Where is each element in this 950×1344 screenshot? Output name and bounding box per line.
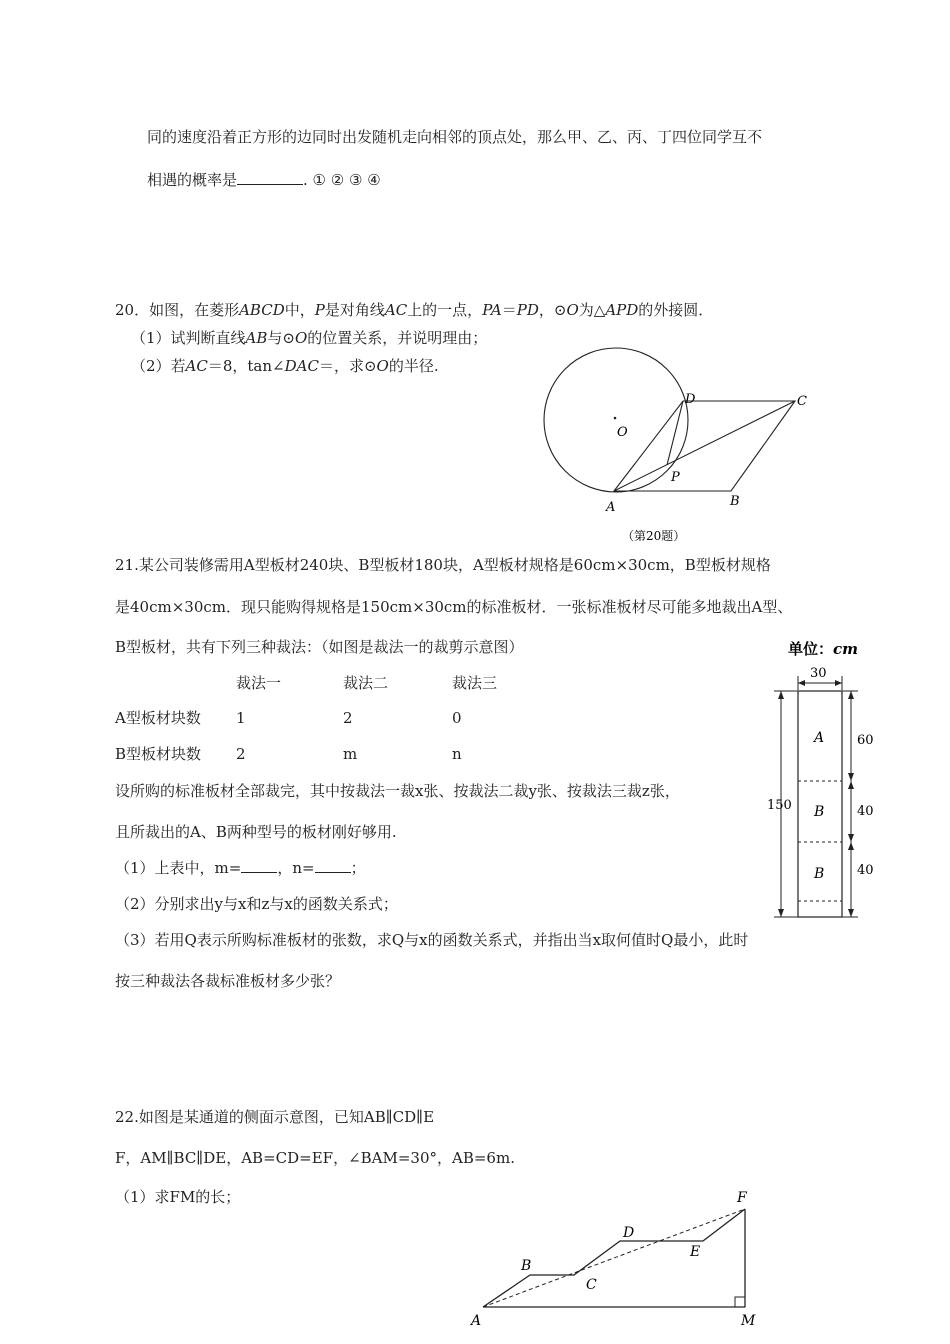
q20-part1-text: 与⊙ bbox=[267, 329, 295, 347]
q22-line2: F，AM∥BC∥DE，AB=CD=EF，∠BAM=30°，AB=6m. bbox=[115, 1149, 515, 1167]
q20-part2-text: ＝，求⊙ bbox=[318, 357, 377, 375]
q20-part1-text: 的位置关系，并说明理由； bbox=[307, 329, 488, 347]
segment-label-40: 40 bbox=[857, 804, 874, 819]
q21-part1-text: ； bbox=[350, 859, 366, 877]
label-c: C bbox=[586, 1277, 597, 1293]
unit-cm: cm bbox=[833, 640, 859, 658]
label-b: B bbox=[521, 1258, 532, 1274]
q21-line2: 是40cm×30cm．现只能购得规格是150cm×30cm的标准板材．一张标准板材尽可能多地裁出A型、 bbox=[115, 598, 793, 616]
segment-label-40: 40 bbox=[857, 863, 874, 878]
q20-var-ac: AC bbox=[384, 301, 408, 319]
q20-intro-text: 为△ bbox=[578, 301, 606, 319]
right-angle-mark bbox=[735, 1297, 745, 1307]
q20-var-o: O bbox=[376, 357, 389, 375]
label-f: F bbox=[737, 1190, 747, 1206]
q20-var-pd: PD bbox=[516, 301, 539, 319]
label-a: A bbox=[606, 500, 616, 515]
q21-line1: 21.某公司装修需用A型板材240块、B型板材180块，A型板材规格是60cm×30cm，B型板材规格 bbox=[115, 556, 771, 574]
piece-b-label: B bbox=[814, 866, 825, 882]
table-header-method3: 裁法三 bbox=[452, 674, 498, 692]
q20-intro-text: 的外接圆． bbox=[638, 301, 714, 319]
q21-line5: 且所裁出的A、B两种型号的板材刚好够用. bbox=[115, 823, 397, 841]
q20-intro-text: ，⊙ bbox=[538, 301, 567, 319]
q20-var-p: P bbox=[314, 301, 325, 319]
q20-var-o: O bbox=[566, 301, 579, 319]
q20-intro-text: 是对角线 bbox=[324, 301, 385, 319]
q21-part1-text: ，n= bbox=[277, 859, 315, 877]
table-cell: 2 bbox=[236, 745, 246, 763]
q19-line1: 同的速度沿着正方形的边同时出发随机走向相邻的顶点处，那么甲、乙、丙、丁四位同学互不 bbox=[147, 128, 763, 146]
table-row-a-label: A型板材块数 bbox=[115, 709, 201, 727]
width-label: 30 bbox=[810, 666, 827, 681]
q20-var-ac: AC bbox=[185, 357, 208, 375]
table-header-method1: 裁法一 bbox=[236, 674, 282, 692]
label-b: B bbox=[730, 494, 740, 509]
q20-var-ab: AB bbox=[245, 329, 268, 347]
q19-line2-tail: . ① ② ③ ④ bbox=[303, 171, 381, 189]
q20-intro-text: 中， bbox=[284, 301, 315, 319]
label-c: C bbox=[797, 394, 807, 409]
total-label: 150 bbox=[767, 798, 792, 813]
label-d: D bbox=[623, 1225, 635, 1241]
q21-line4: 设所购的标准板材全部裁完，其中按裁法一裁x张、按裁法二裁y张、按裁法三裁z张， bbox=[115, 782, 680, 800]
unit-text: 单位： bbox=[788, 640, 834, 658]
label-m: M bbox=[741, 1313, 756, 1329]
piece-b-label: B bbox=[814, 804, 825, 820]
label-e: E bbox=[690, 1244, 701, 1260]
q20-part1-text: （1）试判断直线 bbox=[131, 329, 246, 347]
q20-intro-text: ＝ bbox=[501, 301, 517, 319]
q22-part1: （1）求FM的长； bbox=[115, 1188, 241, 1206]
q20-part2-text: 的半径. bbox=[388, 357, 439, 375]
table-cell: m bbox=[343, 745, 358, 763]
q21-part3-line2: 按三种裁法各裁标准板材多少张？ bbox=[115, 972, 341, 990]
table-cell: 1 bbox=[236, 709, 246, 727]
label-o: O bbox=[617, 425, 628, 440]
q20-part2-text: ＝8，tan∠ bbox=[207, 357, 285, 375]
table-row-b-label: B型板材块数 bbox=[115, 745, 202, 763]
q20-var-dac: DAC bbox=[284, 357, 319, 375]
q21-part2: （2）分别求出y与x和z与x的函数关系式； bbox=[115, 895, 398, 913]
q20-intro-text: 20．如图，在菱形 bbox=[115, 301, 240, 319]
q20-var-pa: PA bbox=[482, 301, 502, 319]
piece-a-label: A bbox=[814, 730, 825, 746]
figure-caption: （第20题） bbox=[622, 529, 686, 543]
label-d: D bbox=[685, 392, 696, 407]
q20-var-abcd: ABCD bbox=[239, 301, 285, 319]
q21-line3: B型板材，共有下列三种裁法：（如图是裁法一的裁剪示意图） bbox=[115, 638, 524, 656]
table-cell: n bbox=[452, 745, 462, 763]
q21-part3-line1: （3）若用Q表示所购标准板材的张数，求Q与x的函数关系式，并指出当x取何值时Q最小，此时 bbox=[115, 931, 749, 949]
q22-line1: 22.如图是某通道的侧面示意图，已知AB∥CD∥E bbox=[115, 1108, 435, 1126]
label-a: A bbox=[471, 1313, 482, 1329]
q20-var-o: O bbox=[294, 329, 308, 347]
q20-var-apd: APD bbox=[605, 301, 639, 319]
q20-part2-text: （2）若 bbox=[131, 357, 186, 375]
q19-line2-text: 相遇的概率是 bbox=[147, 171, 238, 189]
q20-intro-text: 上的一点， bbox=[407, 301, 483, 319]
table-header-method2: 裁法二 bbox=[343, 674, 389, 692]
label-p: P bbox=[671, 470, 680, 485]
table-cell: 0 bbox=[452, 709, 462, 727]
q21-part1-text: （1）上表中，m= bbox=[115, 859, 242, 877]
segment-label-60: 60 bbox=[857, 733, 874, 748]
table-cell: 2 bbox=[343, 709, 353, 727]
